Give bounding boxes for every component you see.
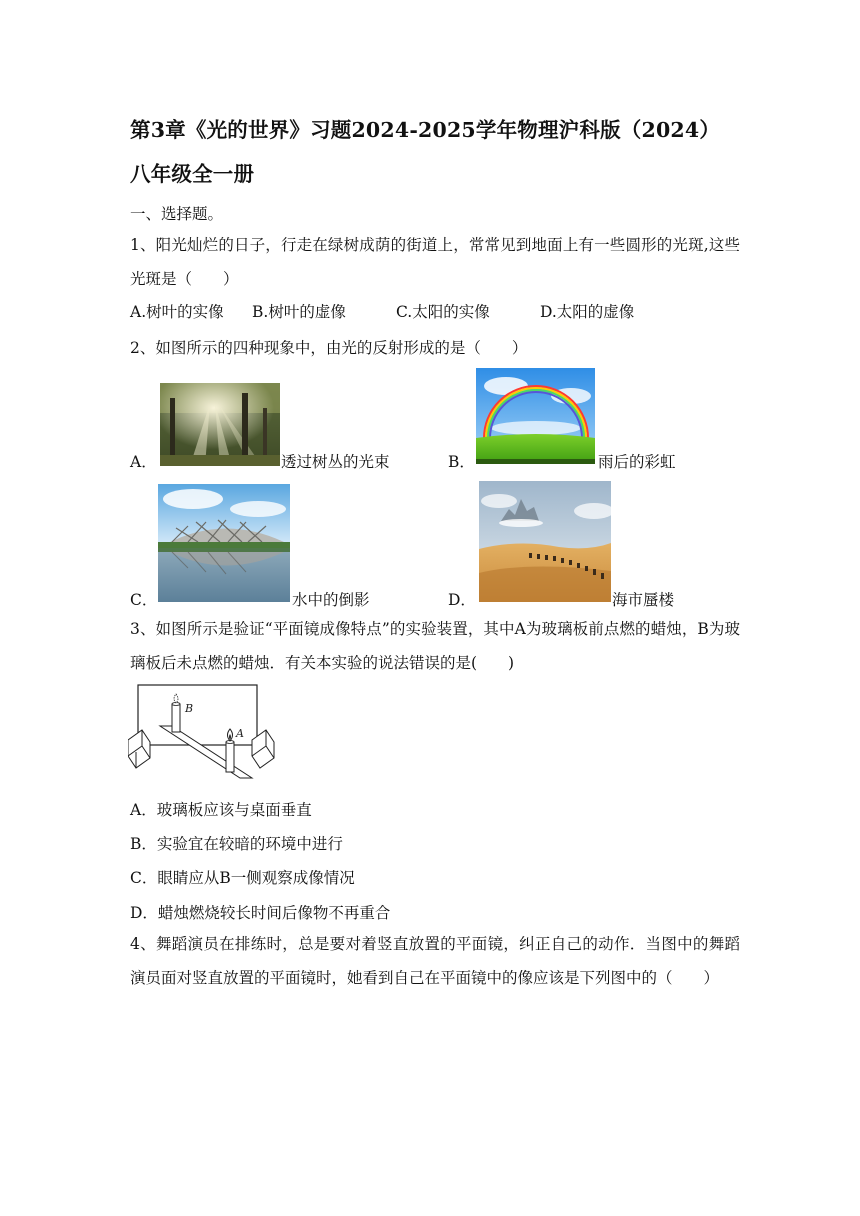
mirage-image: [479, 481, 611, 602]
q3-option-c: C．眼睛应从B一侧观察成像情况: [130, 869, 355, 887]
q3-option-b: B．实验宜在较暗的环境中进行: [130, 835, 343, 853]
document-title: 第3章《光的世界》习题2024-2025学年物理沪科版（2024）八年级全一册: [130, 118, 721, 186]
q2-option-a-caption: 透过树丛的光束: [281, 453, 390, 471]
q1-option-c: C.太阳的实像: [396, 303, 490, 321]
q2-option-d-caption: 海市蜃楼: [612, 591, 675, 609]
q3-option-d: D．蜡烛燃烧较长时间后像物不再重合: [130, 904, 391, 922]
water-reflection-image: [158, 484, 290, 602]
q1-option-d: D.太阳的虚像: [540, 303, 635, 321]
q3-option-a: A．玻璃板应该与桌面垂直: [130, 801, 312, 819]
q2-option-b-label: B．: [448, 453, 475, 471]
q1-option-a: A.树叶的实像: [130, 303, 224, 321]
q2-option-a-label: A．: [130, 453, 157, 471]
candle-b-label: B: [185, 702, 194, 715]
forest-light-beams-image: [160, 383, 280, 466]
q2-option-c-label: C．: [130, 591, 158, 609]
question-2-text: 2、如图所示的四种现象中，由光的反射形成的是（ ）: [130, 339, 528, 357]
q1-option-b: B.树叶的虚像: [252, 303, 346, 321]
q2-option-b-caption: 雨后的彩虹: [598, 453, 676, 471]
question-3-text: 3、如图所示是验证“平面镜成像特点”的实验装置，其中A为玻璃板前点燃的蜡烛，B为玻璃板后未点燃的蜡烛．有关本实验的说法错误的是( ): [130, 620, 740, 672]
question-1-text: 1、阳光灿烂的日子，行走在绿树成荫的街道上，常常见到地面上有一些圆形的光斑,这些光斑是（ ）: [130, 236, 740, 288]
question-4-text: 4、舞蹈演员在排练时，总是要对着竖直放置的平面镜，纠正自己的动作．当图中的舞蹈演员面对竖直放置的平面镜时，她看到自己在平面镜中的像应该是下列图中的（ ）: [130, 935, 740, 987]
rainbow-image: [476, 368, 595, 464]
plane-mirror-apparatus-figure: [128, 682, 278, 786]
candle-a-label: A: [236, 727, 244, 740]
question-1-options: [130, 300, 634, 322]
section-heading: 一、选择题。: [130, 205, 224, 223]
q2-option-d-label: D．: [448, 591, 476, 609]
q2-option-c-caption: 水中的倒影: [292, 591, 370, 609]
